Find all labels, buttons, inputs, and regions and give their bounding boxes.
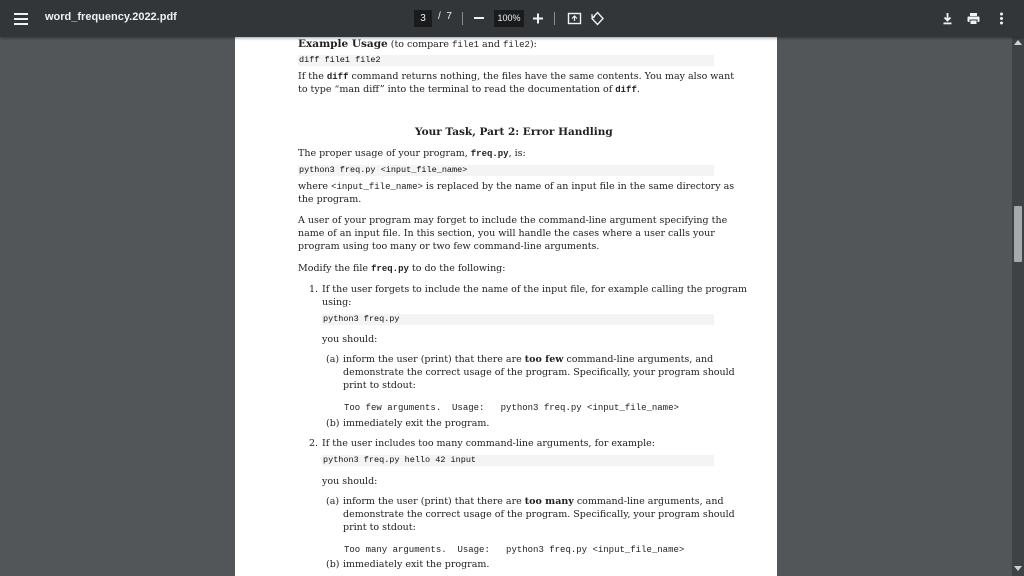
example-usage-line: Example Usage (to compare file1 and file2): [298,38,537,50]
code-block-diff: diff file1 file2 [298,55,714,66]
you-should-label: you should: [322,334,378,345]
more-actions-button[interactable] [993,10,1010,27]
rotate-button[interactable] [589,10,606,27]
sub-item-label: (b) [326,418,340,429]
code-block-too-many: python3 freq.py hello 42 input [322,455,714,466]
scrollbar-thumb[interactable] [1014,206,1022,262]
page-number-input[interactable]: 3 [414,10,432,27]
you-should-label: you should: [322,476,378,487]
print-icon [965,10,982,27]
menu-icon[interactable] [12,10,30,27]
sub-item-text: print to stdout: [343,380,416,391]
sub-item-text: demonstrate the correct usage of the program. Specifically, your program should [343,367,735,378]
more-vert-icon [993,10,1010,27]
stdout-output-too-few: Too few arguments. Usage: python3 freq.py <input_file_name> [344,403,679,413]
paragraph-line: where <input_file_name> is replaced by the name of an input file in the same directory as [298,181,735,192]
document-title: word_frequency.2022.pdf [45,11,177,23]
sub-item-text: immediately exit the program. [343,559,490,570]
paragraph-line: name of an input file. In this section, you will handle the cases where a user calls your [298,228,715,239]
sub-item-label: (a) [326,354,340,365]
zoom-out-button[interactable] [474,17,484,19]
list-item-text: using: [322,297,352,308]
download-button[interactable] [939,10,956,27]
sub-item-label: (a) [326,496,340,507]
paragraph-line: to type “man diff” into the terminal to read the documentation of diff. [298,84,640,95]
paragraph-line: If the diff command returns nothing, the files have the same contents. You may also want [298,71,735,82]
list-item-text: If the user forgets to include the name of the input file, for example calling the program [322,284,747,295]
list-item-text: If the user includes too many command-line arguments, for example: [322,438,655,449]
sub-item-text: inform the user (print) that there are too few command-line arguments, and [343,354,714,365]
sub-item-label: (b) [326,559,340,570]
sub-item-text: immediately exit the program. [343,418,490,429]
zoom-level-input[interactable]: 100% [494,10,524,27]
section-heading: Your Task, Part 2: Error Handling [415,126,613,138]
sub-item-text: print to stdout: [343,522,416,533]
toolbar-divider [554,12,555,25]
code-block-usage: python3 freq.py <input_file_name> [298,165,714,176]
paragraph-line: A user of your program may forget to include the command-line argument specifying the [298,215,728,226]
rotate-icon [589,10,606,27]
scroll-up-arrow-icon[interactable] [1014,40,1022,45]
print-button[interactable] [965,10,982,27]
pdf-page [235,37,777,576]
sub-item-text: inform the user (print) that there are too many command-line arguments, and [343,496,724,507]
paragraph-line: The proper usage of your program, freq.py, is: [298,148,526,159]
toolbar-divider [462,12,463,25]
plus-icon [532,10,544,27]
zoom-in-button[interactable] [532,10,544,27]
download-icon [939,10,956,27]
fit-to-page-button[interactable] [566,10,583,27]
pdf-toolbar [0,0,1024,37]
paragraph-line: program using too many or two few command-line arguments. [298,241,600,252]
list-item-number: 1. [309,284,319,295]
scroll-down-arrow-icon[interactable] [1014,566,1022,571]
code-block-too-few: python3 freq.py [322,314,714,325]
paragraph-line: Modify the file freq.py to do the following: [298,263,506,274]
page-count: / 7 [438,11,452,22]
fit-page-icon [566,10,583,27]
sub-item-text: demonstrate the correct usage of the program. Specifically, your program should [343,509,735,520]
paragraph-line: the program. [298,194,362,205]
list-item-number: 2. [309,438,319,449]
vertical-scrollbar[interactable] [1012,37,1024,576]
stdout-output-too-many: Too many arguments. Usage: python3 freq.py <input_file_name> [344,545,685,555]
